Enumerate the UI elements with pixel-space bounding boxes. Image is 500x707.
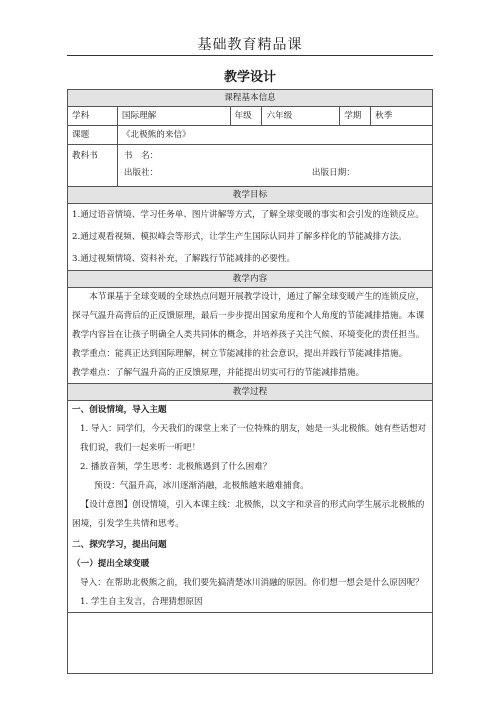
preset-answer: 预设：气温升高，冰川逐渐消融，北极熊越来越难捕食。 <box>94 481 309 491</box>
publisher-label: 出版社： <box>123 168 159 178</box>
objectives-section-header: 教学目标 <box>68 187 433 204</box>
sub-step-1: 1. 学生自主发言，合理猜想原因 <box>80 597 203 607</box>
process-body <box>68 401 433 613</box>
objective-item: 2.通过观看视频、模拟峰会等形式，让学生产生国际认同并了解多样化的节能减排方法。 <box>72 232 407 242</box>
lesson-plan-table <box>67 89 433 674</box>
design-intent: 【设计意图】创设情境，引入本课主线：北极熊，以文字和录音的形式向学生展示北极熊的困境，引发学生共情和思考。 <box>72 500 425 529</box>
difficult-point: 教学难点：了解气温升高的正反馈原理，并能提出切实可行的节能减排措施。 <box>72 368 365 378</box>
grade-label: 年级 <box>230 107 262 126</box>
publication-date-label: 出版日期： <box>311 168 355 178</box>
textbook-info <box>117 145 432 187</box>
step-1: 1. 导入：同学们，今天我们的课堂上来了一位特殊的朋友，她是一头北极熊。她有些话想对我们说，我们一起来听一听吧！ <box>80 424 427 453</box>
content-body <box>68 288 433 384</box>
textbook-label: 教科书 <box>68 145 118 187</box>
part2-title: 二、探究学习，提出问题 <box>72 540 167 550</box>
subject-value: 国际理解 <box>117 107 230 126</box>
process-continuation <box>68 613 433 674</box>
term-value: 秋季 <box>371 107 433 126</box>
subject-label: 学科 <box>68 107 118 126</box>
content-section-header: 教学内容 <box>68 271 433 288</box>
subsection-1-title: （一）提出全球变暖 <box>72 559 150 569</box>
header-divider <box>67 55 433 56</box>
key-point: 教学重点：能真正达到国际理解，树立节能减排的社会意识，提出并践行节能减排措施。 <box>72 349 408 359</box>
objective-item: 1.通过语音情境、学习任务单、图片讲解等方式，了解全球变暖的事实和会引发的连锁反应。 <box>72 210 424 220</box>
site-header: 基础教育精品课 <box>197 37 303 53</box>
topic-value: 《北极熊的来信》 <box>117 126 432 145</box>
basic-info-section-header: 课程基本信息 <box>68 90 433 107</box>
book-name-label: 书 名： <box>123 151 159 161</box>
term-label: 学期 <box>340 107 371 126</box>
content-paragraph: 本节课基于全球变暖的全球热点问题开展教学设计，通过了解全球变暖产生的连锁反应，探寻气温升高背后的正反馈原理，最后一步步提出国家角度和个人角度的节能减排措施。本课教学内容旨在让孩子明确全人类共同体的概念，并培养孩子关注气候、环境变化的责任担当。 <box>72 292 425 340</box>
objective-item: 3.通过视频情境、资料补充，了解践行节能减排的必要性。 <box>72 254 296 264</box>
step-2: 2. 播放音频，学生思考：北极熊遇到了什么困难？ <box>80 462 272 472</box>
process-section-header: 教学过程 <box>68 384 433 401</box>
document-title: 教学设计 <box>223 70 276 85</box>
topic-label: 课题 <box>68 126 118 145</box>
part1-title: 一、创设情境，导入主题 <box>72 405 167 415</box>
intro-question: 导入：在帮助北极熊之前，我们要先搞清楚冰川消融的原因。你们想一想会是什么原因呢？ <box>80 578 424 588</box>
objectives-list <box>68 204 433 271</box>
grade-value: 六年级 <box>262 107 340 126</box>
